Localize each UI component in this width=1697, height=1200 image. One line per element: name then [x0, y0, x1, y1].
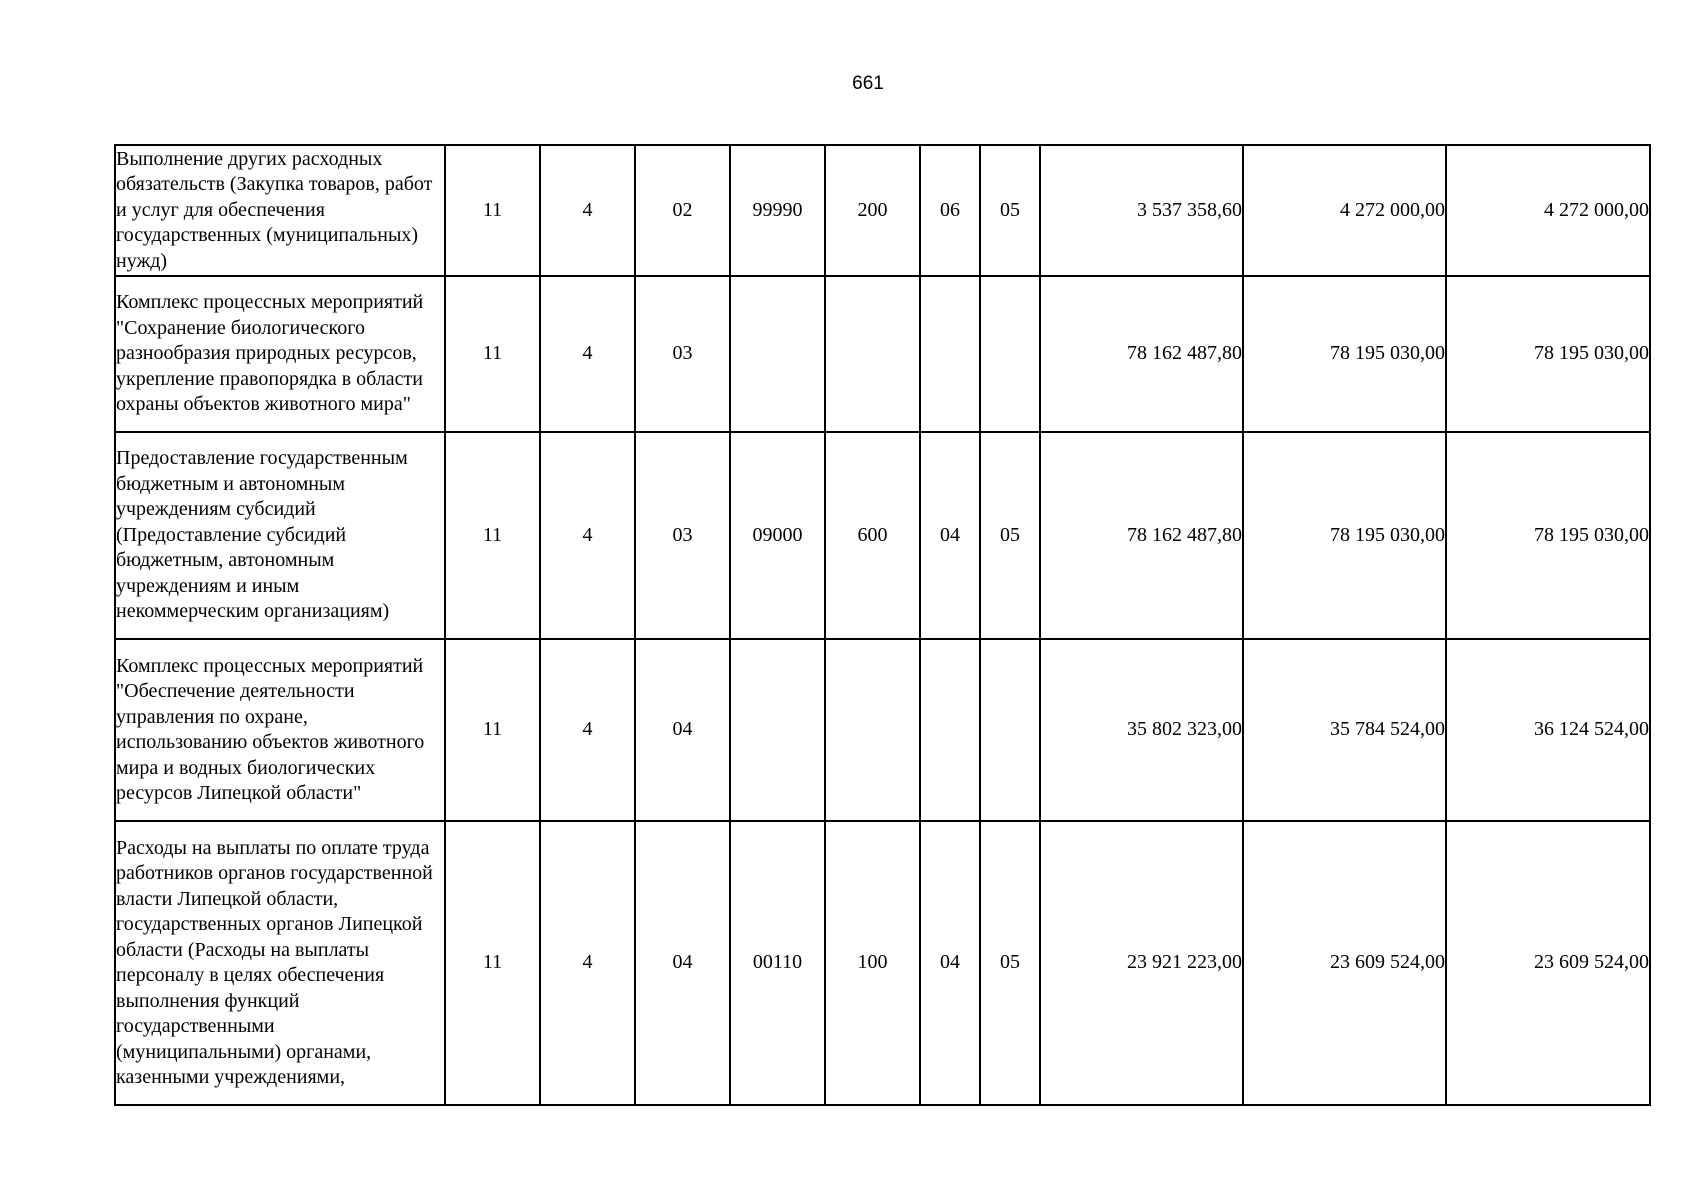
amount-cell: 35 784 524,00: [1243, 639, 1446, 821]
code-cell: 04: [635, 821, 730, 1105]
code-cell: 04: [920, 821, 980, 1105]
table-row: [115, 821, 1650, 1105]
code-cell: 05: [980, 145, 1040, 276]
table-row: [115, 432, 1650, 639]
amount-cell: 23 609 524,00: [1446, 821, 1650, 1105]
amount-cell: 35 802 323,00: [1040, 639, 1243, 821]
code-cell: 100: [825, 821, 920, 1105]
amount-cell: 78 195 030,00: [1446, 276, 1650, 432]
code-cell: [920, 276, 980, 432]
table-row: [115, 145, 1650, 276]
code-cell: 05: [980, 821, 1040, 1105]
code-cell: 03: [635, 432, 730, 639]
amount-cell: 36 124 524,00: [1446, 639, 1650, 821]
code-cell: [980, 639, 1040, 821]
code-cell: 04: [920, 432, 980, 639]
code-cell: 200: [825, 145, 920, 276]
code-cell: [980, 276, 1040, 432]
code-cell: [920, 639, 980, 821]
code-cell: 03: [635, 276, 730, 432]
code-cell: [730, 276, 825, 432]
row-description: Предоставление государственным бюджетным и автономным учреждениям субсидий (Предоставление субсидий бюджетным, автономным учреждениям и иным некоммерческим организациям): [115, 432, 445, 639]
code-cell: 04: [635, 639, 730, 821]
code-cell: 06: [920, 145, 980, 276]
row-description: Комплекс процессных мероприятий "Сохранение биологического разнообразия природных ресурсов, укрепление правопорядка в области охраны объектов животного мира": [115, 276, 445, 432]
amount-cell: 23 609 524,00: [1243, 821, 1446, 1105]
code-cell: 600: [825, 432, 920, 639]
amount-cell: 23 921 223,00: [1040, 821, 1243, 1105]
amount-cell: 4 272 000,00: [1446, 145, 1650, 276]
code-cell: 11: [445, 432, 540, 639]
code-cell: 11: [445, 145, 540, 276]
row-description: Расходы на выплаты по оплате труда работников органов государственной власти Липецкой области, государственных органов Липецкой области (Расходы на выплаты персоналу в целях обеспечения выполнения функций государственными (муниципальными) органами, казенными учреждениями,: [115, 821, 445, 1105]
code-cell: 4: [540, 821, 635, 1105]
code-cell: 4: [540, 432, 635, 639]
table-row: [115, 276, 1650, 432]
code-cell: 4: [540, 639, 635, 821]
amount-cell: 78 195 030,00: [1446, 432, 1650, 639]
code-cell: 00110: [730, 821, 825, 1105]
code-cell: 99990: [730, 145, 825, 276]
code-cell: 11: [445, 821, 540, 1105]
code-cell: 4: [540, 145, 635, 276]
amount-cell: 4 272 000,00: [1243, 145, 1446, 276]
code-cell: [825, 639, 920, 821]
code-cell: 4: [540, 276, 635, 432]
code-cell: 05: [980, 432, 1040, 639]
amount-cell: 78 195 030,00: [1243, 432, 1446, 639]
code-cell: 09000: [730, 432, 825, 639]
amount-cell: 78 162 487,80: [1040, 276, 1243, 432]
row-description: Выполнение других расходных обязательств (Закупка товаров, работ и услуг для обеспечения государственных (муниципальных) нужд): [115, 145, 445, 276]
code-cell: 02: [635, 145, 730, 276]
code-cell: [730, 639, 825, 821]
amount-cell: 78 162 487,80: [1040, 432, 1243, 639]
page-number: 661: [852, 73, 884, 94]
table-row: [115, 639, 1650, 821]
code-cell: 11: [445, 276, 540, 432]
code-cell: 11: [445, 639, 540, 821]
amount-cell: 3 537 358,60: [1040, 145, 1243, 276]
row-description: Комплекс процессных мероприятий "Обеспечение деятельности управления по охране, использованию объектов животного мира и водных биологических ресурсов Липецкой области": [115, 639, 445, 821]
amount-cell: 78 195 030,00: [1243, 276, 1446, 432]
budget-table: [114, 144, 1651, 1106]
code-cell: [825, 276, 920, 432]
